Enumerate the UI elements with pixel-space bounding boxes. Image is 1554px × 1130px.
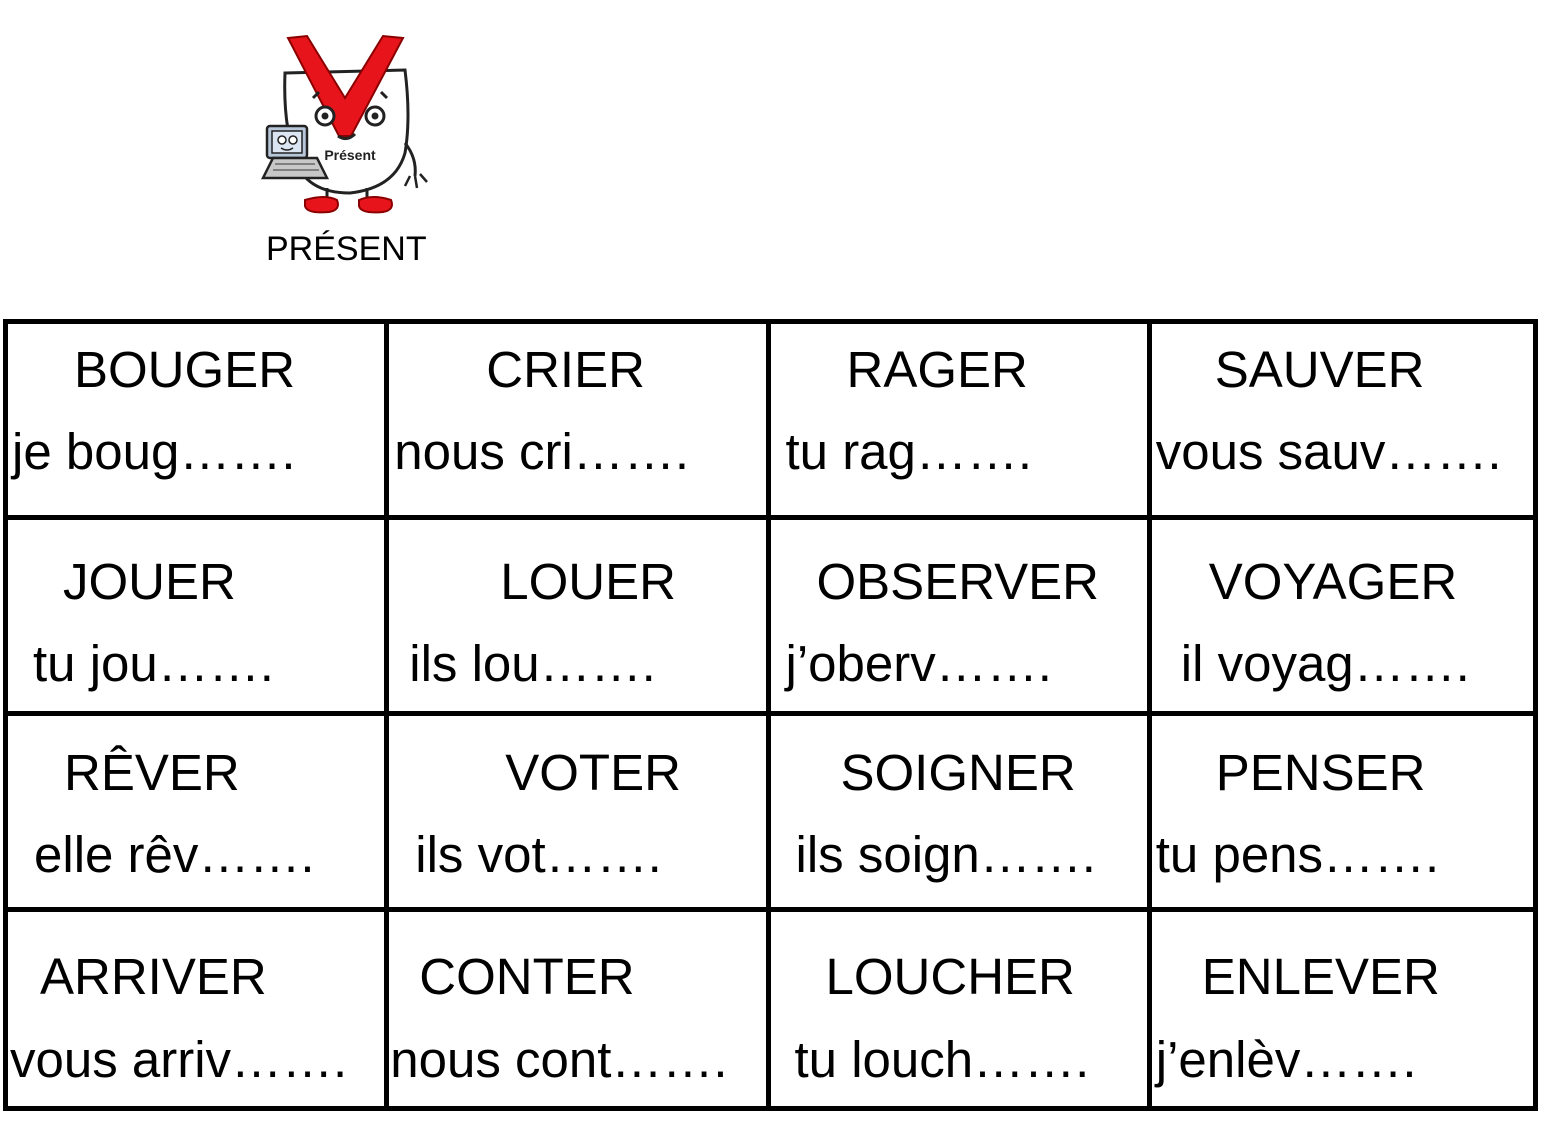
verb-card: [1152, 324, 1533, 520]
conjugation-prompt: vous sauv…….: [1155, 423, 1502, 480]
conjugation-prompt: vous arriv…….: [10, 1031, 348, 1088]
verb-infinitive: RÊVER: [64, 744, 240, 801]
conjugation-prompt: j’oberv…….: [785, 635, 1052, 692]
conjugation-prompt: tu pens…….: [1155, 826, 1440, 883]
mascot-badge-text: Présent: [324, 147, 376, 163]
verb-infinitive: BOUGER: [74, 341, 296, 398]
verb-infinitive: SOIGNER: [840, 744, 1076, 801]
verb-card: [1152, 912, 1533, 1106]
verb-card: [771, 716, 1152, 912]
verb-card: [389, 520, 770, 716]
verb-infinitive: VOYAGER: [1208, 553, 1458, 610]
conjugation-prompt: nous cont…….: [390, 1031, 728, 1088]
conjugation-prompt: elle rêv…….: [34, 826, 315, 883]
conjugation-prompt: je boug…….: [12, 423, 296, 480]
verb-infinitive: VOTER: [505, 744, 681, 801]
verb-infinitive: OBSERVER: [816, 553, 1099, 610]
verb-card: [8, 324, 389, 520]
verb-card: [8, 520, 389, 716]
verb-card: [771, 324, 1152, 520]
verb-card: [771, 912, 1152, 1106]
conjugation-prompt: j’enlèv…….: [1155, 1031, 1417, 1088]
tense-caption: PRÉSENT: [266, 230, 427, 268]
verb-infinitive: CRIER: [486, 341, 645, 398]
verb-card: [1152, 716, 1533, 912]
verb-card: [771, 520, 1152, 716]
verb-card: [389, 324, 770, 520]
verb-infinitive: LOUCHER: [825, 948, 1075, 1005]
conjugation-prompt: il voyag…….: [1180, 635, 1470, 692]
verb-infinitive: LOUER: [500, 553, 676, 610]
verb-infinitive: ARRIVER: [40, 948, 267, 1005]
verb-infinitive: JOUER: [63, 553, 236, 610]
verb-card: [389, 716, 770, 912]
verb-infinitive: CONTER: [419, 948, 635, 1005]
verb-infinitive: ENLEVER: [1201, 948, 1440, 1005]
verb-card: [1152, 520, 1533, 716]
conjugation-prompt: ils lou…….: [409, 635, 656, 692]
conjugation-prompt: ils soign…….: [795, 826, 1096, 883]
conjugation-prompt: tu rag…….: [785, 423, 1033, 480]
conjugation-prompt: ils vot…….: [415, 826, 662, 883]
verb-infinitive: PENSER: [1215, 744, 1426, 801]
verb-card: [8, 716, 389, 912]
present-tense-mascot: [255, 28, 435, 218]
conjugation-prompt: tu jou…….: [33, 635, 274, 692]
conjugation-prompt: nous cri…….: [394, 423, 689, 480]
verb-card: [8, 912, 389, 1106]
conjugation-prompt: tu louch…….: [794, 1031, 1090, 1088]
verb-infinitive: SAUVER: [1214, 341, 1425, 398]
mascot-illustration: [255, 28, 435, 218]
conjugation-grid: [3, 319, 1538, 1111]
verb-infinitive: RAGER: [846, 341, 1028, 398]
verb-card: [389, 912, 770, 1106]
